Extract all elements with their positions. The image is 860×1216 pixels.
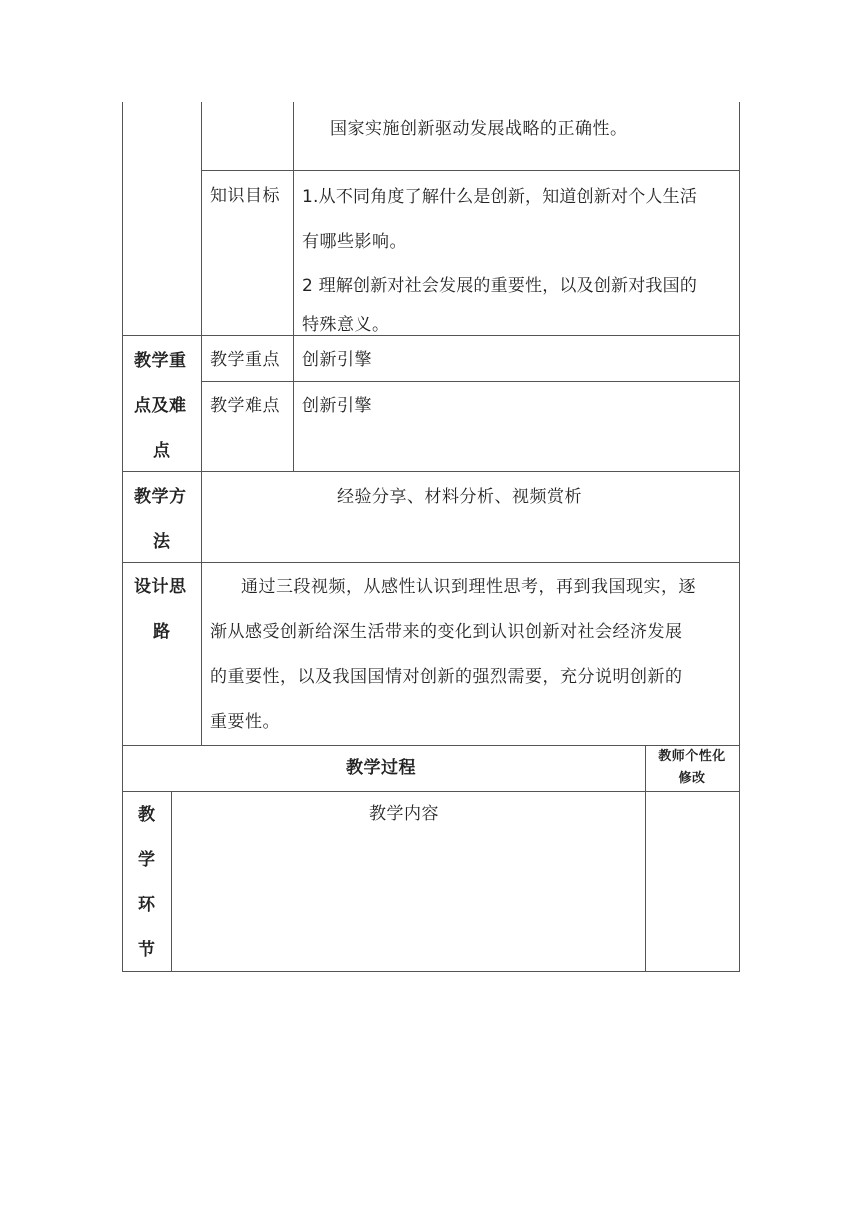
knowledge-goal-label: 知识目标	[210, 186, 280, 206]
table-border	[171, 791, 172, 972]
knowledge-goal-line: 有哪些影响。	[302, 232, 407, 252]
table-border	[201, 381, 739, 382]
process-title: 教学过程	[346, 758, 416, 778]
table-border	[122, 971, 740, 972]
design-label: 路	[153, 622, 171, 642]
table-border	[122, 562, 739, 563]
table-border	[293, 102, 294, 472]
table-border	[122, 745, 739, 746]
key-points-label: 点	[153, 441, 171, 461]
design-line: 渐从感受创新给深生活带来的变化到认识创新对社会经济发展	[210, 622, 683, 642]
methods-label: 法	[153, 532, 171, 552]
table-border	[122, 102, 123, 972]
stage-label-char: 学	[138, 850, 156, 870]
knowledge-goal-line: 1.从不同角度了解什么是创新，知道创新对个人生活	[302, 187, 698, 207]
design-line: 的重要性，以及我国国情对创新的强烈需要，充分说明创新的	[210, 667, 683, 687]
design-line: 通过三段视频，从感性认识到理性思考，再到我国现实，逐	[241, 577, 696, 597]
stage-label-char: 教	[138, 805, 156, 825]
table-border	[122, 471, 739, 472]
table-border	[201, 170, 739, 171]
stage-label-char: 环	[138, 895, 156, 915]
knowledge-goal-line: 特殊意义。	[302, 315, 390, 335]
key-points-label: 教学重	[134, 351, 187, 371]
stage-label-char: 节	[138, 940, 156, 960]
table-border	[122, 791, 739, 792]
difficulty-label: 教学难点	[210, 396, 280, 416]
methods-value: 经验分享、材料分析、视频赏析	[337, 487, 582, 507]
teacher-column-header: 教师个性化	[658, 749, 726, 764]
table-border	[122, 335, 739, 336]
goal-continuation-text: 国家实施创新驱动发展战略的正确性。	[330, 119, 628, 139]
methods-label: 教学方	[134, 487, 187, 507]
design-line: 重要性。	[210, 712, 280, 732]
key-points-label: 点及难	[134, 396, 187, 416]
knowledge-goal-line: 2 理解创新对社会发展的重要性，以及创新对我国的	[302, 276, 698, 296]
teacher-column-header: 修改	[678, 771, 706, 786]
content-header: 教学内容	[369, 804, 439, 824]
difficulty-value: 创新引擎	[302, 396, 372, 416]
focus-value: 创新引擎	[302, 350, 372, 370]
focus-label: 教学重点	[210, 350, 280, 370]
table-border	[201, 102, 202, 745]
design-label: 设计思	[134, 577, 187, 597]
table-border	[739, 102, 740, 972]
